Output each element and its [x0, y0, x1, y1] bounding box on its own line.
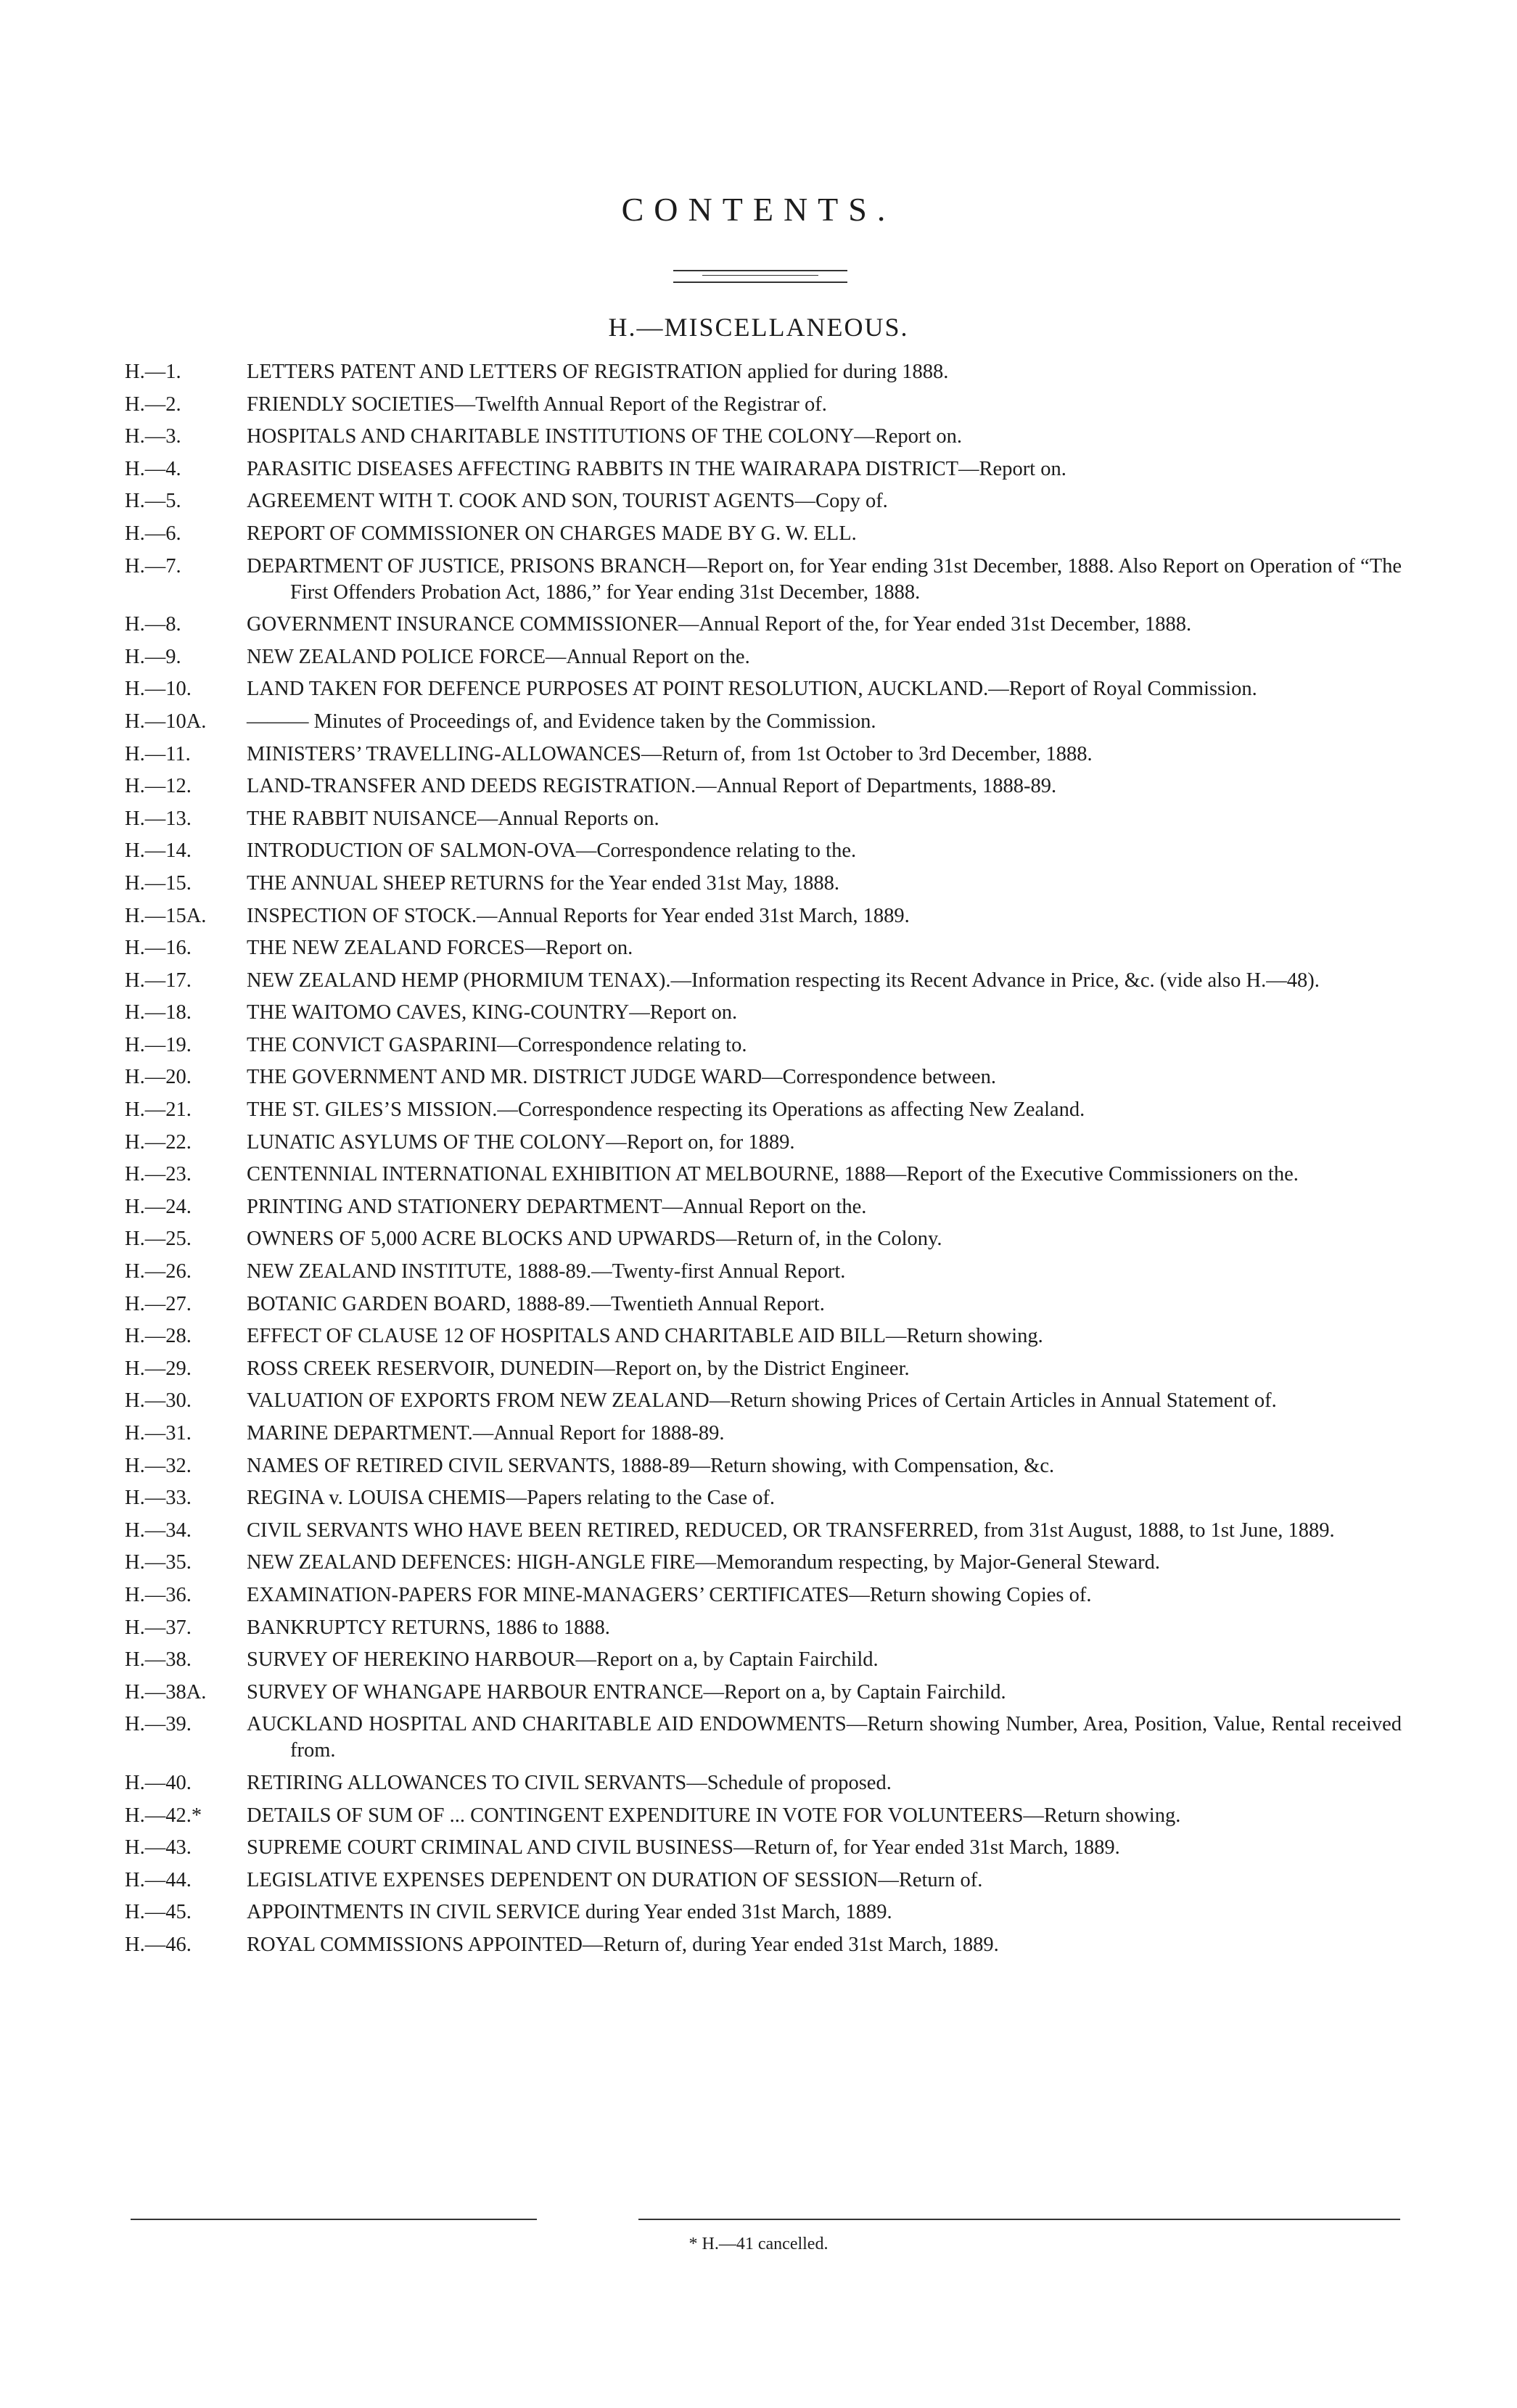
entry-title: FRIENDLY SOCIETIES—Twelfth Annual Report of the Registrar of. [247, 393, 827, 416]
entry-title: CIVIL SERVANTS WHO HAVE BEEN RETIRED, REDUCED, OR TRANSFERRED, from 31st August, 1888, to 1st June, 1889. [247, 1519, 1335, 1542]
entry-title: BOTANIC GARDEN BOARD, 1888-89.—Twentieth Annual Report. [247, 1292, 825, 1315]
contents-entry [125, 935, 1402, 961]
contents-entry [125, 644, 1402, 670]
entry-code: H.—26. [125, 1260, 192, 1283]
entry-title: THE ST. GILES’S MISSION.—Correspondence respecting its Operations as affecting New Zealand. [247, 1098, 1085, 1122]
entry-title: REPORT OF COMMISSIONER ON CHARGES MADE BY G. W. ELL. [247, 522, 857, 545]
entry-title: DETAILS OF SUM OF ... CONTINGENT EXPENDITURE IN VOTE FOR VOLUNTEERS—Return showing. [247, 1804, 1181, 1827]
contents-entry [125, 1259, 1402, 1285]
section-heading: H.—MISCELLANEOUS. [608, 313, 909, 342]
contents-entry [125, 1323, 1402, 1349]
page-title: CONTENTS. [621, 191, 896, 228]
contents-entry [125, 1647, 1402, 1673]
entry-title: GOVERNMENT INSURANCE COMMISSIONER—Annual Report of the, for Year ended 31st December, 1888. [247, 613, 1192, 636]
entry-code: H.—27. [125, 1292, 192, 1315]
contents-entry [125, 1485, 1402, 1511]
entry-code: H.—13. [125, 807, 192, 830]
entry-code: H.—5. [125, 490, 181, 513]
entry-title: CENTENNIAL INTERNATIONAL EXHIBITION AT MELBOURNE, 1888—Report of the Executive Commissioners on the. [247, 1163, 1299, 1186]
entry-title: MINISTERS’ TRAVELLING-ALLOWANCES—Return of, from 1st October to 3rd December, 1888. [247, 742, 1093, 765]
entry-title: AUCKLAND HOSPITAL AND CHARITABLE AID ENDOWMENTS—Return showing Number, Area, Position, Value, Rental received from. [247, 1713, 1402, 1762]
contents-entry [125, 741, 1402, 768]
entry-code: H.—28. [125, 1325, 192, 1348]
contents-list [125, 359, 1402, 1965]
contents-entry [125, 612, 1402, 638]
contents-entry [125, 773, 1402, 800]
entry-code: H.—44. [125, 1868, 192, 1891]
contents-entry [125, 838, 1402, 864]
entry-code: H.—21. [125, 1098, 192, 1122]
contents-entry [125, 1582, 1402, 1608]
contents-entry [125, 1932, 1402, 1958]
entry-code: H.—16. [125, 937, 192, 960]
entry-title: MARINE DEPARTMENT.—Annual Report for 1888-89. [247, 1422, 725, 1445]
entry-code: H.—36. [125, 1583, 192, 1606]
entry-code: H.—34. [125, 1519, 192, 1542]
entry-code: H.—10A. [125, 710, 207, 733]
entry-title: SUPREME COURT CRIMINAL AND CIVIL BUSINESS—Return of, for Year ended 31st March, 1889. [247, 1836, 1120, 1860]
entry-code: H.—14. [125, 839, 192, 863]
entry-title: THE NEW ZEALAND FORCES—Report on. [247, 937, 633, 960]
contents-entry [125, 1712, 1402, 1764]
entry-title: NEW ZEALAND DEFENCES: HIGH-ANGLE FIRE—Memorandum respecting, by Major-General Steward. [247, 1551, 1160, 1574]
contents-entry [125, 392, 1402, 418]
entry-code: H.—29. [125, 1357, 192, 1380]
entry-title: INTRODUCTION OF SALMON-OVA—Correspondence relating to the. [247, 839, 857, 863]
entry-code: H.—6. [125, 522, 181, 545]
contents-entry [125, 1421, 1402, 1447]
entry-code: H.—9. [125, 645, 181, 668]
contents-entry [125, 871, 1402, 897]
footnote: * H.—41 cancelled. [688, 2235, 829, 2253]
entry-code: H.—1. [125, 361, 181, 383]
entry-code: H.—25. [125, 1228, 192, 1251]
contents-entry [125, 1130, 1402, 1156]
contents-entry [125, 709, 1402, 735]
contents-entry [125, 456, 1402, 482]
entry-title: DEPARTMENT OF JUSTICE, PRISONS BRANCH—Report on, for Year ending 31st December, 1888. Also Report on Operation of “The First Offenders Probation Act, 1886,” for Year ending 31st December, 1888. [247, 554, 1402, 604]
contents-entry [125, 1518, 1402, 1544]
title-divider [673, 270, 847, 283]
entry-title: NEW ZEALAND HEMP (PHORMIUM TENAX).—Information respecting its Recent Advance in Price, &c. (vide also H.—48). [247, 969, 1320, 992]
entry-title: ROSS CREEK RESERVOIR, DUNEDIN—Report on, by the District Engineer. [247, 1357, 910, 1380]
entry-code: H.—24. [125, 1195, 192, 1218]
entry-code: H.—33. [125, 1487, 192, 1510]
entry-title: SURVEY OF WHANGAPE HARBOUR ENTRANCE—Report on a, by Captain Fairchild. [247, 1680, 1006, 1704]
contents-entry [125, 1226, 1402, 1252]
entry-title: THE WAITOMO CAVES, KING-COUNTRY—Report on. [247, 1001, 738, 1024]
contents-entry [125, 1162, 1402, 1188]
entry-title: NEW ZEALAND INSTITUTE, 1888-89.—Twenty-first Annual Report. [247, 1260, 846, 1283]
contents-entry [125, 1770, 1402, 1796]
contents-entry [125, 1097, 1402, 1123]
contents-entry [125, 1064, 1402, 1090]
entry-code: H.—3. [125, 425, 181, 448]
entry-code: H.—46. [125, 1933, 192, 1956]
entry-title: REGINA v. LOUISA CHEMIS—Papers relating to the Case of. [247, 1487, 775, 1510]
entry-code: H.—17. [125, 969, 192, 992]
contents-entry [125, 1194, 1402, 1220]
entry-title: PRINTING AND STATIONERY DEPARTMENT—Annual Report on the. [247, 1195, 867, 1218]
entry-code: H.—12. [125, 775, 192, 798]
contents-entry [125, 488, 1402, 514]
entry-title: EFFECT OF CLAUSE 12 OF HOSPITALS AND CHARITABLE AID BILL—Return showing. [247, 1325, 1043, 1348]
entry-title: THE RABBIT NUISANCE—Annual Reports on. [247, 807, 659, 830]
contents-entry [125, 1615, 1402, 1641]
entry-code: H.—18. [125, 1001, 192, 1024]
entry-code: H.—31. [125, 1422, 192, 1445]
entry-title: BANKRUPTCY RETURNS, 1886 to 1888. [247, 1616, 610, 1639]
entry-code: H.—15A. [125, 904, 207, 927]
entry-code: H.—15. [125, 871, 192, 895]
footer-rule [638, 2219, 1400, 2220]
entry-title: ——— Minutes of Proceedings of, and Evidence taken by the Commission. [247, 710, 876, 733]
entry-code: H.—39. [125, 1713, 192, 1736]
contents-entry [125, 554, 1402, 606]
entry-title: INSPECTION OF STOCK.—Annual Reports for Year ended 31st March, 1889. [247, 904, 910, 927]
entry-code: H.—42.* [125, 1804, 202, 1827]
entry-code: H.—19. [125, 1033, 192, 1056]
entry-title: PARASITIC DISEASES AFFECTING RABBITS IN THE WAIRARAPA DISTRICT—Report on. [247, 457, 1066, 480]
entry-code: H.—38A. [125, 1680, 207, 1704]
entry-title: EXAMINATION-PAPERS FOR MINE-MANAGERS’ CERTIFICATES—Return showing Copies of. [247, 1583, 1092, 1606]
footer-rule [131, 2219, 537, 2220]
entry-code: H.—2. [125, 393, 181, 416]
entry-title: THE ANNUAL SHEEP RETURNS for the Year ended 31st May, 1888. [247, 871, 839, 895]
entry-code: H.—40. [125, 1771, 192, 1794]
contents-entry [125, 1453, 1402, 1479]
entry-title: LAND-TRANSFER AND DEEDS REGISTRATION.—Annual Report of Departments, 1888-89. [247, 775, 1057, 798]
contents-entry [125, 1899, 1402, 1926]
contents-entry [125, 903, 1402, 929]
contents-entry [125, 521, 1402, 547]
entry-title: ROYAL COMMISSIONS APPOINTED—Return of, during Year ended 31st March, 1889. [247, 1933, 999, 1956]
entry-title: NAMES OF RETIRED CIVIL SERVANTS, 1888-89—Return showing, with Compensation, &c. [247, 1454, 1055, 1477]
entry-code: H.—30. [125, 1389, 192, 1413]
entry-title: SURVEY OF HEREKINO HARBOUR—Report on a, by Captain Fairchild. [247, 1648, 879, 1672]
entry-title: APPOINTMENTS IN CIVIL SERVICE during Year ended 31st March, 1889. [247, 1901, 892, 1924]
entry-code: H.—37. [125, 1616, 192, 1639]
entry-title: LAND TAKEN FOR DEFENCE PURPOSES AT POINT RESOLUTION, AUCKLAND.—Report of Royal Commission. [247, 678, 1257, 701]
entry-code: H.—4. [125, 457, 181, 480]
entry-title: NEW ZEALAND POLICE FORCE—Annual Report on the. [247, 645, 750, 668]
contents-entry [125, 968, 1402, 994]
entry-code: H.—43. [125, 1836, 192, 1860]
contents-entry [125, 1803, 1402, 1829]
entry-code: H.—8. [125, 613, 181, 636]
entry-title: VALUATION OF EXPORTS FROM NEW ZEALAND—Return showing Prices of Certain Articles in Annual Statement of. [247, 1389, 1277, 1413]
contents-entry [125, 424, 1402, 450]
contents-entry [125, 359, 1402, 385]
contents-entry [125, 1835, 1402, 1861]
entry-code: H.—23. [125, 1163, 192, 1186]
entry-code: H.—22. [125, 1130, 192, 1154]
entry-title: LETTERS PATENT AND LETTERS OF REGISTRATION applied for during 1888. [247, 361, 949, 383]
entry-title: OWNERS OF 5,000 ACRE BLOCKS AND UPWARDS—Return of, in the Colony. [247, 1228, 942, 1251]
contents-entry [125, 1032, 1402, 1059]
contents-entry [125, 806, 1402, 832]
entry-title: AGREEMENT WITH T. COOK AND SON, TOURIST AGENTS—Copy of. [247, 490, 888, 513]
entry-title: LUNATIC ASYLUMS OF THE COLONY—Report on, for 1889. [247, 1130, 795, 1154]
contents-entry [125, 1550, 1402, 1576]
contents-entry [125, 1867, 1402, 1894]
contents-entry [125, 1000, 1402, 1026]
entry-code: H.—38. [125, 1648, 192, 1672]
entry-title: RETIRING ALLOWANCES TO CIVIL SERVANTS—Schedule of proposed. [247, 1771, 892, 1794]
entry-title: THE CONVICT GASPARINI—Correspondence relating to. [247, 1033, 747, 1056]
entry-code: H.—10. [125, 678, 192, 701]
contents-entry [125, 1356, 1402, 1382]
entry-code: H.—11. [125, 742, 191, 765]
contents-entry [125, 676, 1402, 702]
entry-code: H.—45. [125, 1901, 192, 1924]
entry-code: H.—7. [125, 554, 181, 578]
entry-title: THE GOVERNMENT AND MR. DISTRICT JUDGE WARD—Correspondence between. [247, 1066, 997, 1089]
contents-entry [125, 1291, 1402, 1318]
contents-entry [125, 1388, 1402, 1414]
entry-code: H.—35. [125, 1551, 192, 1574]
entry-title: LEGISLATIVE EXPENSES DEPENDENT ON DURATION OF SESSION—Return of. [247, 1868, 983, 1891]
entry-code: H.—32. [125, 1454, 192, 1477]
entry-code: H.—20. [125, 1066, 192, 1089]
contents-entry [125, 1680, 1402, 1706]
entry-title: HOSPITALS AND CHARITABLE INSTITUTIONS OF THE COLONY—Report on. [247, 425, 963, 448]
